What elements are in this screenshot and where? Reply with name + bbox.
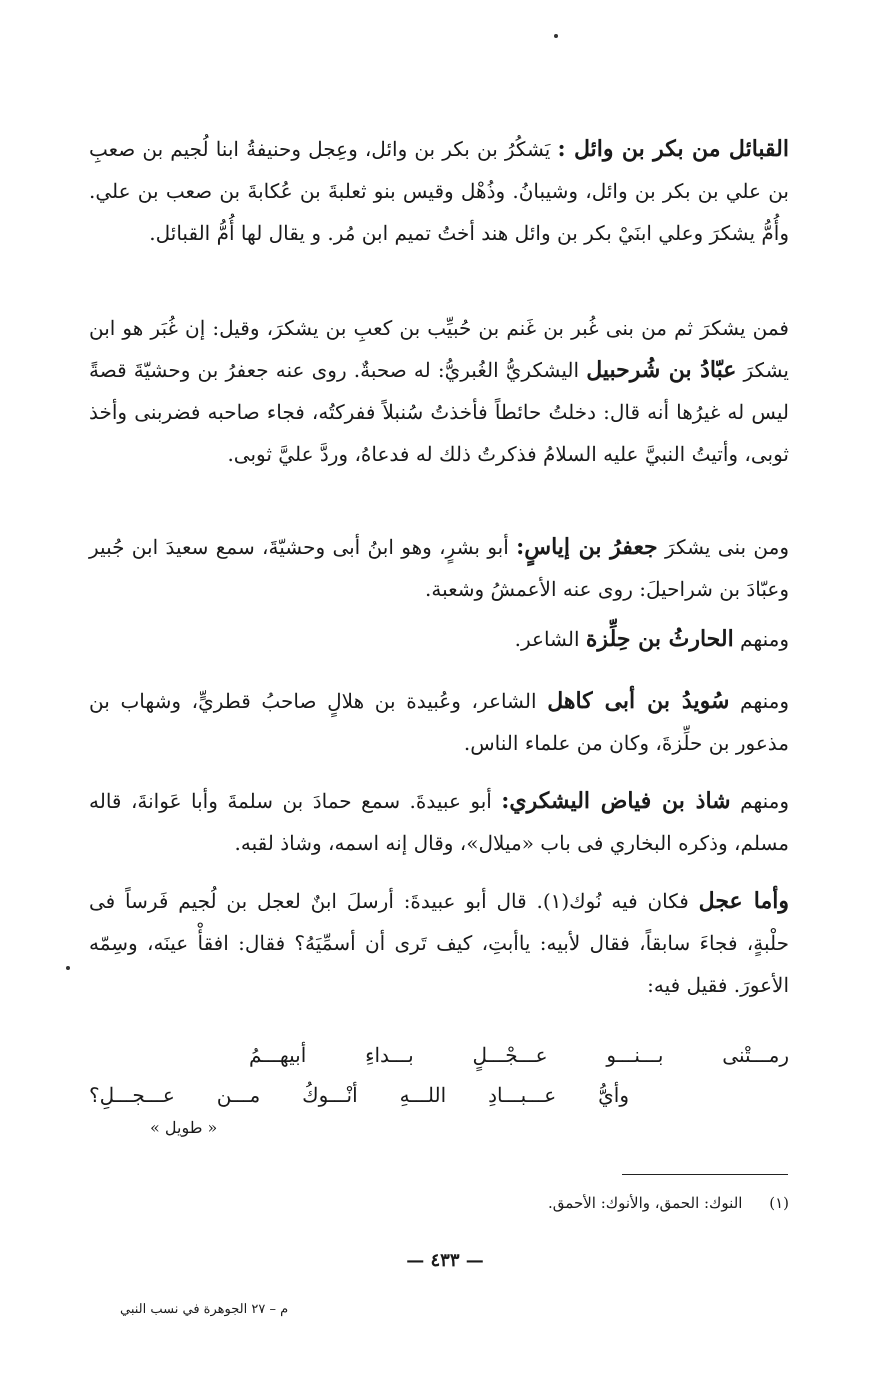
paragraph-text: فكان فيه نُوك(١). قال أبو عبيدةَ: أرسلَ ابنٌ لعجل بن لُجيم فَرساً فى حلْبةٍ، فجاءَ سابقاً، فقال لأبيه: ياأبتِ، كيف تَرى أن أسمِّيَهُ؟ فقال: افقأْ عينَه، وسِمّه الأعورَ. فقيل فيه: — [89, 889, 789, 997]
paragraph-tribes-of-bakr — [89, 128, 789, 254]
paragraph-lead: ومنهم — [730, 789, 789, 813]
paragraph-lead: ومنهم — [729, 689, 789, 713]
paragraph-suwayd-bin-abi-kahil — [89, 680, 789, 764]
person-name: شاذ بن فياض اليشكري: — [501, 788, 731, 814]
poetic-meter-label: « طويل » — [150, 1118, 218, 1137]
poetry-verse — [89, 1035, 789, 1125]
printer-signature-mark: م – ٢٧ الجوهرة في نسب النبي — [120, 1302, 289, 1317]
footnote-divider — [622, 1174, 788, 1175]
paragraph-ijl — [89, 880, 789, 1006]
section-heading: القبائل من بكر بن وائل : — [557, 136, 789, 162]
verse-second-hemistich: وأيُّ عـــبـــادِ اللـــهِ أنْـــوكُ مـــن عـــجـــلِ؟ — [89, 1083, 629, 1107]
person-name: الحارثُ بن حِلِّزة — [585, 626, 734, 652]
scan-speck — [554, 34, 558, 38]
paragraph-lead: ومن بنى يشكرَ — [657, 535, 789, 559]
verse-first-hemistich: رمـــتْنى بـــنـــو عـــجْـــلٍ بـــداءِ أبيهـــمُ — [249, 1043, 789, 1067]
paragraph-text: اليشكريُّ الغُبريُّ: له صحبةٌ. روى عنه جعفرُ بن وحشيّةَ قصةً ليس له غيرُها أنه قال: دخلتُ حائطاً فأخذتُ سُنبلاً ففركتُه، فجاء صاحبه فضربنى وأخذ ثوبى، وأتيتُ النبيَّ عليه السلامُ فذكرتُ ذلك له فدعاهُ، وردَّ عليَّ ثوبى. — [89, 358, 789, 466]
paragraph-text: أبو بشرٍ، وهو ابنُ أبى وحشيّةَ، سمع سعيدَ ابن جُبير وعبّادَ بن شراحيلَ: روى عنه الأعمشُ وشعبة. — [89, 535, 789, 601]
paragraph-shadh-bin-fayyad — [89, 780, 789, 864]
section-heading: وأما عجل — [698, 888, 789, 914]
scan-speck — [66, 966, 70, 970]
page-number: — ٤٣٣ — — [406, 1250, 484, 1271]
footnote-text: النوك: الحمق، والأنوك: الأحمق. — [548, 1194, 743, 1212]
footnote-number: (١) — [769, 1194, 789, 1212]
paragraph-harith-bin-hillizah — [89, 618, 789, 660]
footnote — [89, 1190, 789, 1216]
paragraph-text: أبو عبيدةَ. سمع حمادَ بن سلمةَ وأبا عَوانةَ، قاله مسلم، وذكره البخاري فى باب «ميلال»، وقال إنه اسمه، وشاذ لقبه. — [89, 789, 789, 855]
paragraph-text: الشاعر، وعُبيدة بن هلالٍ صاحبُ قطريٍّ، وشهاب بن مذعور بن حلِّزةَ، وكان من علماء الناس. — [89, 689, 789, 755]
paragraph-jafar-bin-iyas — [89, 526, 789, 610]
person-name: عبّادُ بن شُرحبيل — [586, 357, 737, 383]
paragraph-lead: فمن يشكرَ ثم من بنى غُبر بن غَنم بن حُبيِّب بن كعبِ بن يشكرَ، وقيل: إن غُبَر هو ابن يشكرَ — [89, 316, 789, 382]
paragraph-lead: ومنهم — [733, 627, 789, 651]
person-name: سُويدُ بن أبى كاهل — [547, 688, 730, 714]
paragraph-text: الشاعر. — [514, 627, 586, 651]
person-name: جعفرُ بن إياسٍ: — [516, 534, 658, 560]
paragraph-text: يَشكُرُ بن بكر بن وائل، وعِجل وحنيفةُ ابنا لُجيم بن صعبِ بن علي بن بكر بن وائل، وشيبانُ. وذُهْل وقيس بنو ثعلبةَ بن عُكابةَ بن صعب بن علي. وأُمُّ يشكرَ وعلي ابنَيْ بكر بن وائل هند أختُ تميم ابن مُر. و يقال لها أُمُّ القبائل. — [89, 137, 789, 245]
paragraph-abbad-bin-shurahbil — [89, 307, 789, 475]
